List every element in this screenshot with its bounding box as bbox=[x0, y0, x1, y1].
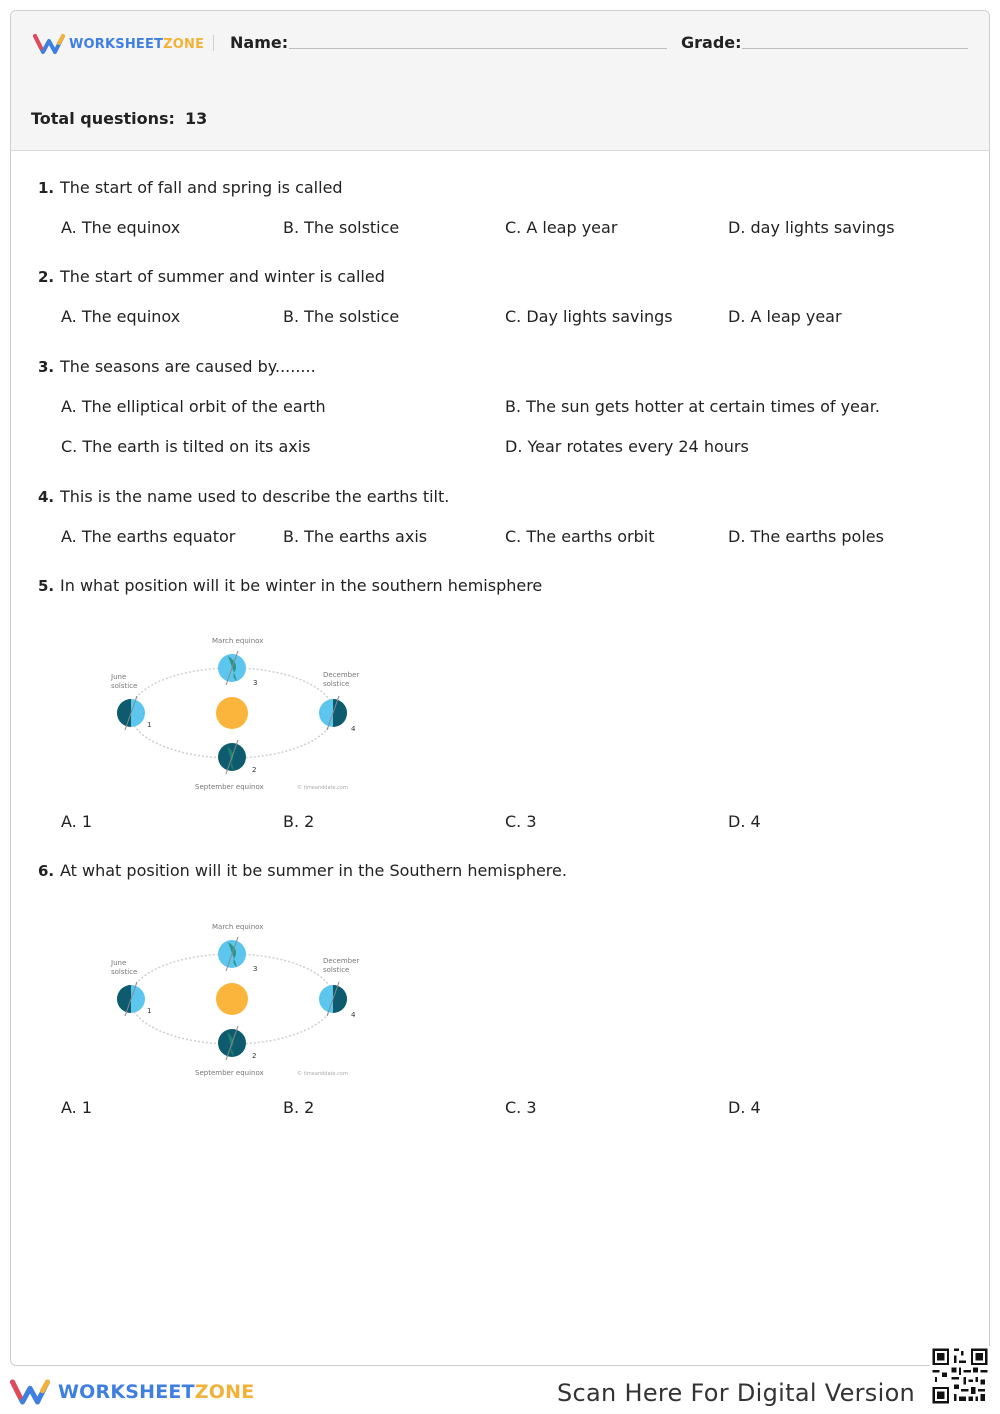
position-number-3: 3 bbox=[253, 679, 258, 687]
earth-orbit-diagram-2 bbox=[101, 913, 361, 1083]
position-number-4: 4 bbox=[351, 725, 356, 733]
position-number-3: 3 bbox=[253, 965, 258, 973]
footer-logo bbox=[10, 1376, 254, 1408]
q6-option-c[interactable]: C. 3 bbox=[505, 1098, 537, 1117]
worksheetzone-logo bbox=[33, 33, 204, 55]
q1-option-b[interactable]: B. The solstice bbox=[283, 218, 400, 237]
footer-logo-wordmark bbox=[58, 1381, 254, 1403]
question-number: 5. bbox=[38, 577, 55, 595]
q3-option-b[interactable]: B. The sun gets hotter at certain times of year. bbox=[505, 397, 880, 416]
logo-wordmark bbox=[69, 37, 204, 52]
q3-option-a[interactable]: A. The elliptical orbit of the earth bbox=[61, 397, 326, 416]
earth-icon-3 bbox=[218, 937, 246, 971]
question-number: 4. bbox=[38, 488, 55, 506]
position-number-4: 4 bbox=[351, 1011, 356, 1019]
logo-word-worksheet: WORKSHEET bbox=[69, 36, 164, 52]
name-field-line[interactable] bbox=[289, 48, 667, 49]
label-september-equinox: September equinox bbox=[195, 783, 264, 791]
logo-word-zone: ZONE bbox=[163, 36, 205, 52]
q4-option-d[interactable]: D. The earths poles bbox=[728, 527, 884, 546]
question-number: 2. bbox=[38, 268, 55, 286]
label-december: December bbox=[323, 671, 360, 679]
q1-option-a[interactable]: A. The equinox bbox=[61, 218, 181, 237]
question-text: The start of summer and winter is called bbox=[60, 267, 385, 286]
label-june-solstice: solstice bbox=[111, 968, 138, 976]
q4-option-b[interactable]: B. The earths axis bbox=[283, 527, 428, 546]
q5-option-d[interactable]: D. 4 bbox=[728, 812, 761, 831]
question-number: 1. bbox=[38, 179, 55, 197]
sun-icon bbox=[216, 697, 248, 729]
total-questions-label: Total questions: bbox=[31, 109, 175, 128]
question-text: The start of fall and spring is called bbox=[60, 178, 343, 197]
total-questions-value: 13 bbox=[184, 109, 208, 128]
name-label: Name: bbox=[230, 33, 289, 52]
label-december-solstice: solstice bbox=[323, 966, 350, 974]
earth-icon-1 bbox=[117, 982, 145, 1016]
worksheet-page bbox=[10, 10, 990, 1366]
position-number-2: 2 bbox=[252, 1052, 257, 1060]
question-number: 3. bbox=[38, 358, 55, 376]
label-september-equinox: September equinox bbox=[195, 1069, 264, 1077]
question-6 bbox=[38, 861, 567, 880]
q1-option-d[interactable]: D. day lights savings bbox=[728, 218, 895, 237]
earth-icon-1 bbox=[117, 696, 145, 730]
label-june: June bbox=[111, 959, 127, 967]
label-march-equinox: March equinox bbox=[212, 637, 264, 645]
label-december: December bbox=[323, 957, 360, 965]
q5-option-b[interactable]: B. 2 bbox=[283, 812, 315, 831]
q2-option-c[interactable]: C. Day lights savings bbox=[505, 307, 673, 326]
position-number-1: 1 bbox=[147, 1007, 152, 1015]
earth-icon-4 bbox=[319, 982, 347, 1016]
question-5 bbox=[38, 576, 542, 595]
worksheetzone-logo-icon bbox=[33, 33, 65, 55]
q6-option-d[interactable]: D. 4 bbox=[728, 1098, 761, 1117]
grade-label: Grade: bbox=[681, 33, 742, 52]
qr-code-icon[interactable] bbox=[930, 1346, 990, 1406]
q5-option-c[interactable]: C. 3 bbox=[505, 812, 537, 831]
q5-option-a[interactable]: A. 1 bbox=[61, 812, 93, 831]
earth-icon-4 bbox=[319, 696, 347, 730]
scan-digital-version-text: Scan Here For Digital Version bbox=[557, 1379, 916, 1407]
q2-option-b[interactable]: B. The solstice bbox=[283, 307, 400, 326]
q4-option-a[interactable]: A. The earths equator bbox=[61, 527, 236, 546]
header-divider bbox=[213, 35, 214, 51]
label-credit: © timeanddate.com bbox=[297, 785, 348, 791]
q3-option-d[interactable]: D. Year rotates every 24 hours bbox=[505, 437, 749, 456]
question-text: The seasons are caused by........ bbox=[60, 357, 316, 376]
label-june: June bbox=[111, 673, 127, 681]
earth-icon-2 bbox=[218, 1026, 246, 1060]
footer-logo-word-worksheet: WORKSHEET bbox=[58, 1381, 195, 1403]
total-questions bbox=[31, 109, 207, 128]
question-3 bbox=[38, 357, 316, 376]
q1-option-c[interactable]: C. A leap year bbox=[505, 218, 618, 237]
question-text: In what position will it be winter in the southern hemisphere bbox=[60, 576, 543, 595]
q2-option-d[interactable]: D. A leap year bbox=[728, 307, 842, 326]
earth-icon-2 bbox=[218, 740, 246, 774]
q6-option-b[interactable]: B. 2 bbox=[283, 1098, 315, 1117]
label-june-solstice: solstice bbox=[111, 682, 138, 690]
question-text: At what position will it be summer in the Southern hemisphere. bbox=[60, 861, 567, 880]
q2-option-a[interactable]: A. The equinox bbox=[61, 307, 181, 326]
q3-option-c[interactable]: C. The earth is tilted on its axis bbox=[61, 437, 311, 456]
grade-field-line[interactable] bbox=[742, 48, 968, 49]
q6-option-a[interactable]: A. 1 bbox=[61, 1098, 93, 1117]
position-number-2: 2 bbox=[252, 766, 257, 774]
question-1 bbox=[38, 178, 343, 197]
worksheetzone-logo-icon bbox=[10, 1376, 50, 1408]
label-march-equinox: March equinox bbox=[212, 923, 264, 931]
earth-icon-3 bbox=[218, 651, 246, 685]
question-2 bbox=[38, 267, 385, 286]
label-credit: © timeanddate.com bbox=[297, 1071, 348, 1077]
q4-option-c[interactable]: C. The earths orbit bbox=[505, 527, 655, 546]
earth-orbit-diagram bbox=[101, 627, 361, 797]
question-4 bbox=[38, 487, 449, 506]
question-text: This is the name used to describe the earths tilt. bbox=[60, 487, 450, 506]
label-december-solstice: solstice bbox=[323, 680, 350, 688]
sun-icon bbox=[216, 983, 248, 1015]
question-number: 6. bbox=[38, 862, 55, 880]
worksheet-header bbox=[11, 11, 989, 151]
footer-logo-word-zone: ZONE bbox=[194, 1381, 255, 1403]
position-number-1: 1 bbox=[147, 721, 152, 729]
